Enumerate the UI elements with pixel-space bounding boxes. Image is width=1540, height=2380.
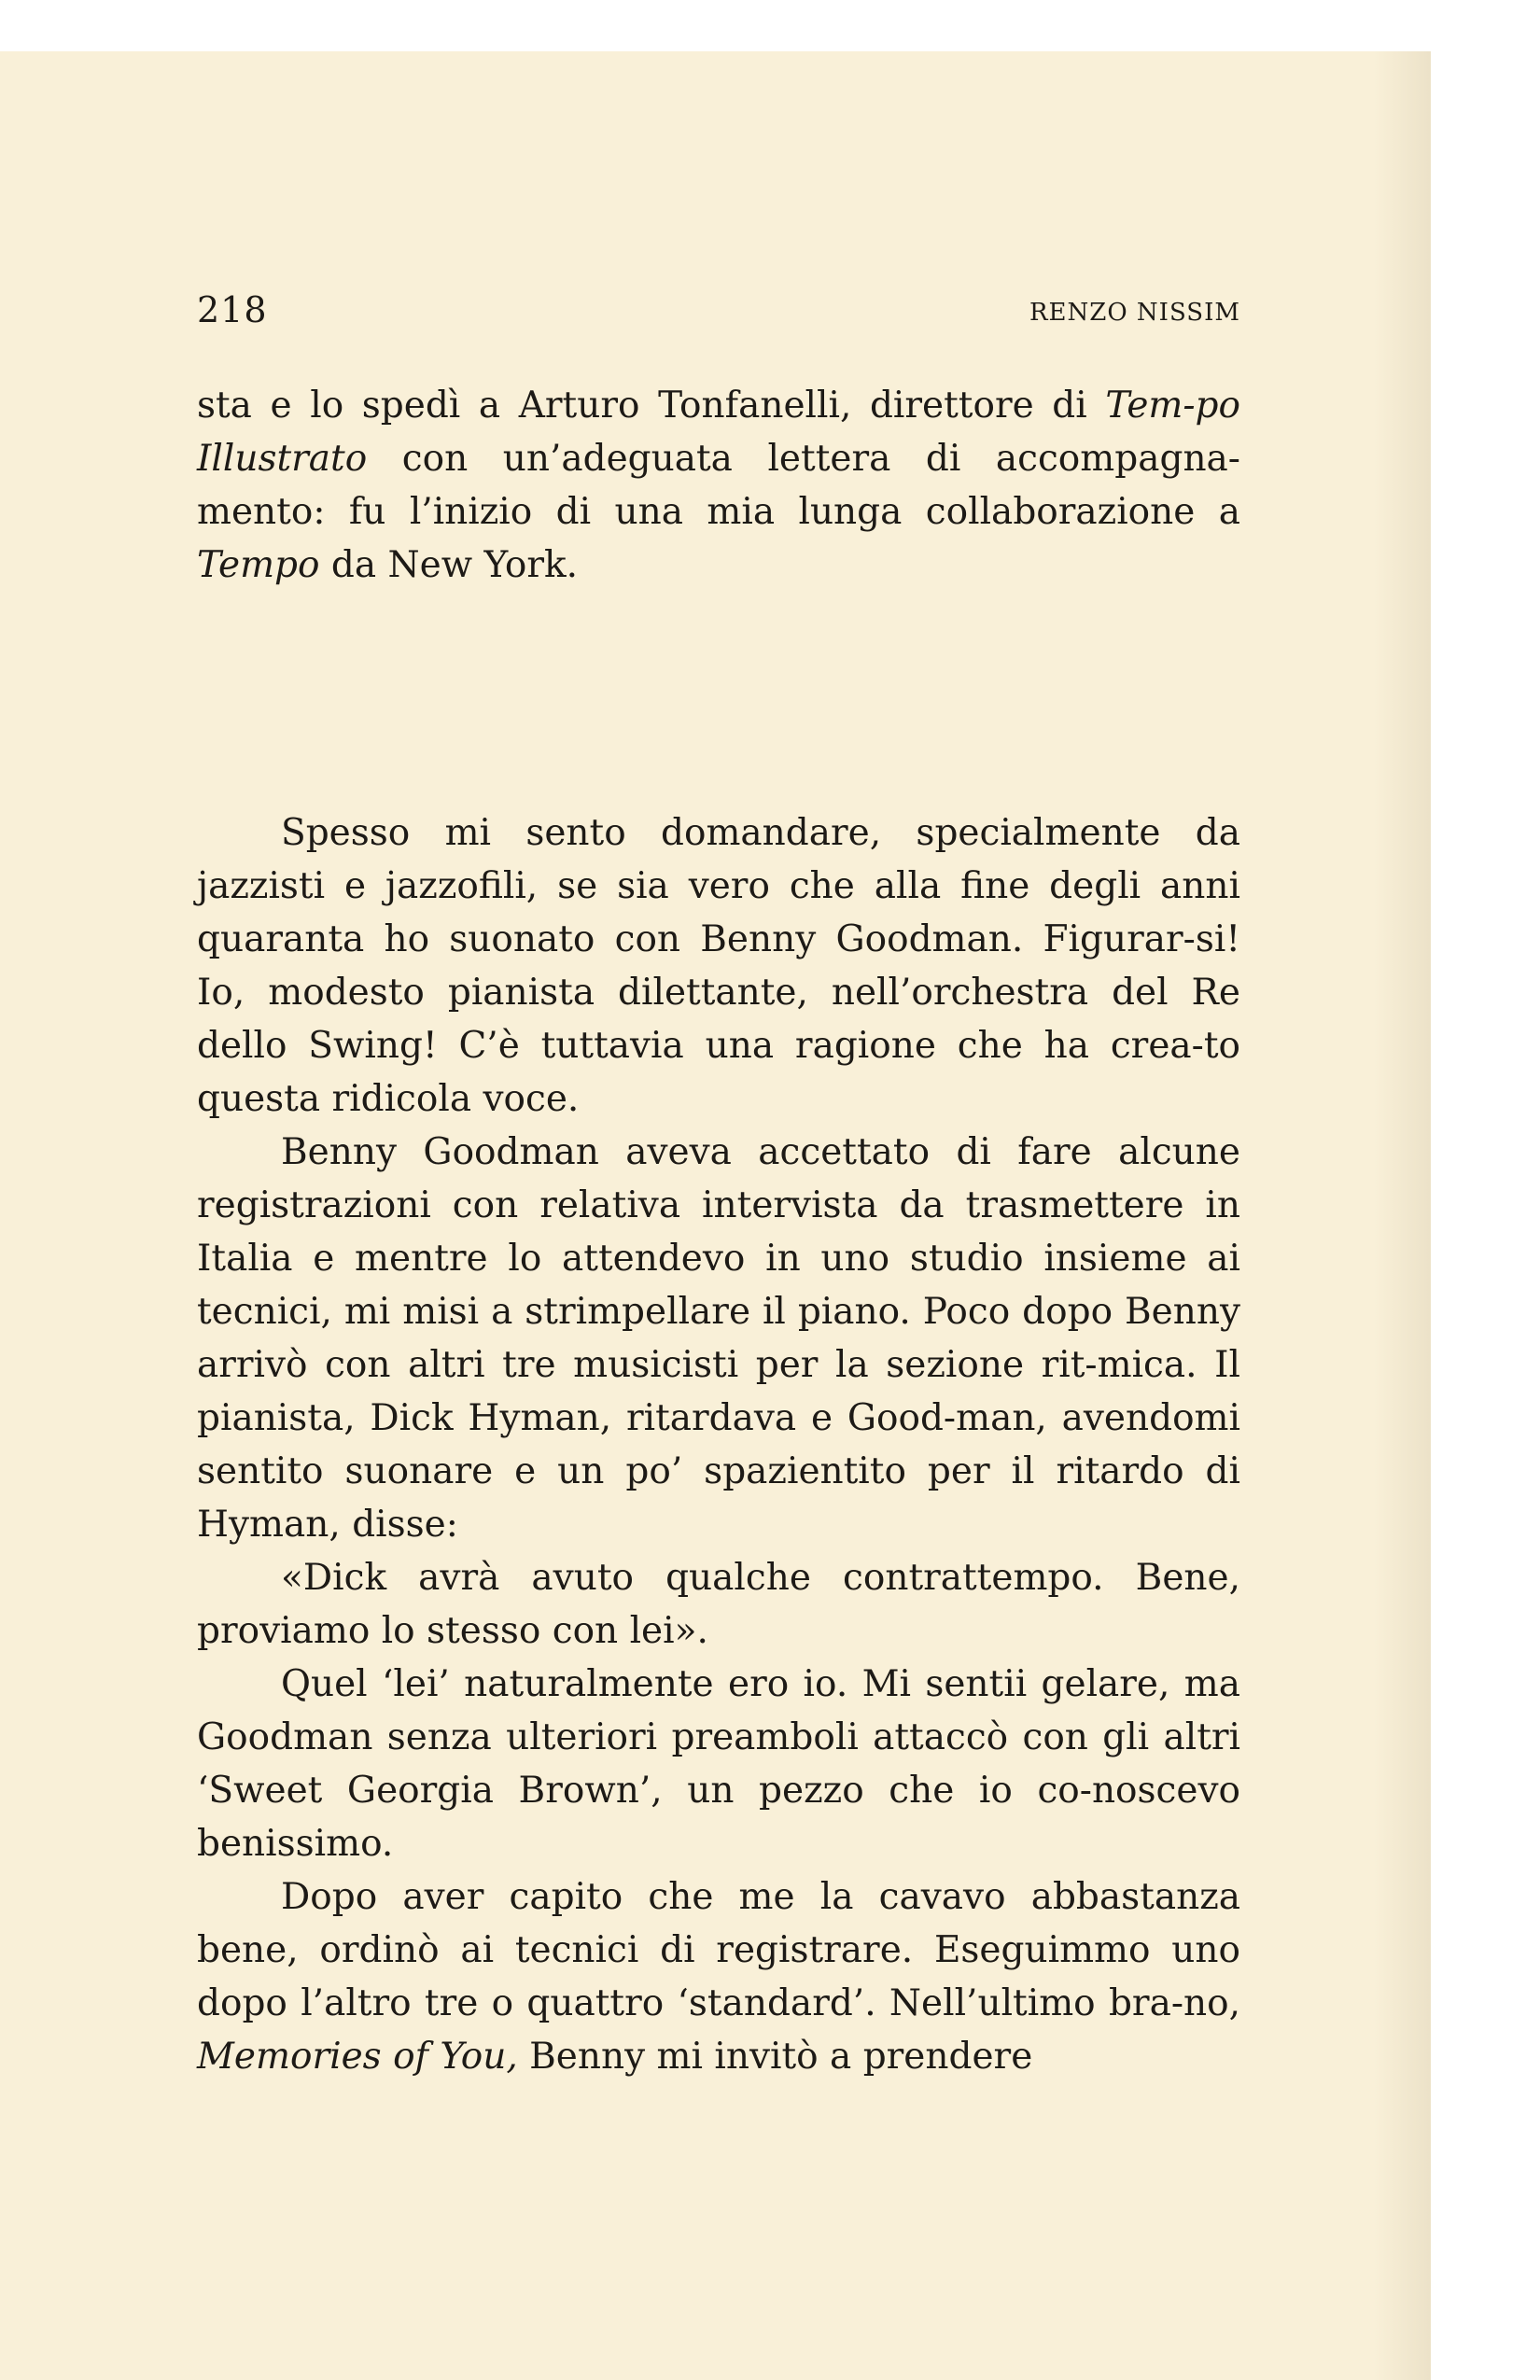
text-run: da New York.: [319, 544, 579, 586]
text-run: Benny Goodman aveva accettato di fare alcune registrazioni con relativa intervista da trasmettere in Italia e mentre lo attendevo in uno studio insieme ai tecnici, mi misi a strimpellare il piano. Poco dopo Benny arrivò con altri tre musicisti per la sezione rit-mica. Il pianista, Dick Hyman, ritardava e Good-man, avendomi sentito suonare e un po’ spazientito per il ritardo di Hyman, disse:: [197, 1131, 1240, 1546]
text-run: Dopo aver capito che me la cavavo abbastanza bene, ordinò ai tecnici di registrare. Eseguimmo uno dopo l’altro tre o quattro ‘standard’. Nell’ultimo bra-no,: [197, 1876, 1240, 2024]
paragraph: [197, 806, 1240, 1126]
running-head-author: RENZO NISSIM: [1029, 299, 1240, 327]
page-number: 218: [197, 289, 268, 330]
paragraph: [197, 379, 1240, 592]
paragraph: [197, 1658, 1240, 1870]
paragraph: [197, 1126, 1240, 1551]
text-run: sta e lo spedì a Arturo Tonfanelli, direttore di: [197, 385, 1106, 427]
text-run: Spesso mi sento domandare, specialmente da jazzisti e jazzofili, se sia vero che alla fine degli anni quaranta ho suonato con Benny Goodman. Figurar-si! Io, modesto pianista dilettante, nell’orchestra del Re dello Swing! C’è tuttavia una ragione che ha crea-to questa ridicola voce.: [197, 812, 1240, 1120]
running-head: [197, 289, 1240, 345]
text-run: Quel ‘lei’ naturalmente ero io. Mi sentii gelare, ma Goodman senza ulteriori preamboli attaccò con gli altri ‘Sweet Georgia Brown’, un pezzo che io co-noscevo benissimo.: [197, 1663, 1240, 1865]
text-block-main: [197, 806, 1240, 2083]
song-title: Memories of You,: [197, 2036, 518, 2078]
paragraph-quote: [197, 1551, 1240, 1658]
text-block-top: [197, 379, 1240, 592]
text-run: Benny mi invitò a prendere: [517, 2036, 1033, 2078]
magazine-title-short: Tempo: [197, 544, 320, 586]
magazine-title: Tem-po Illustrato: [197, 385, 1240, 480]
book-page: [0, 51, 1431, 2380]
text-run: con un’adeguata lettera di accompagna-mento: fu l’inizio di una mia lunga collaborazione a: [197, 438, 1240, 533]
text-run: «Dick avrà avuto qualche contrattempo. Bene, proviamo lo stesso con lei».: [197, 1557, 1240, 1652]
paragraph: [197, 1870, 1240, 2083]
